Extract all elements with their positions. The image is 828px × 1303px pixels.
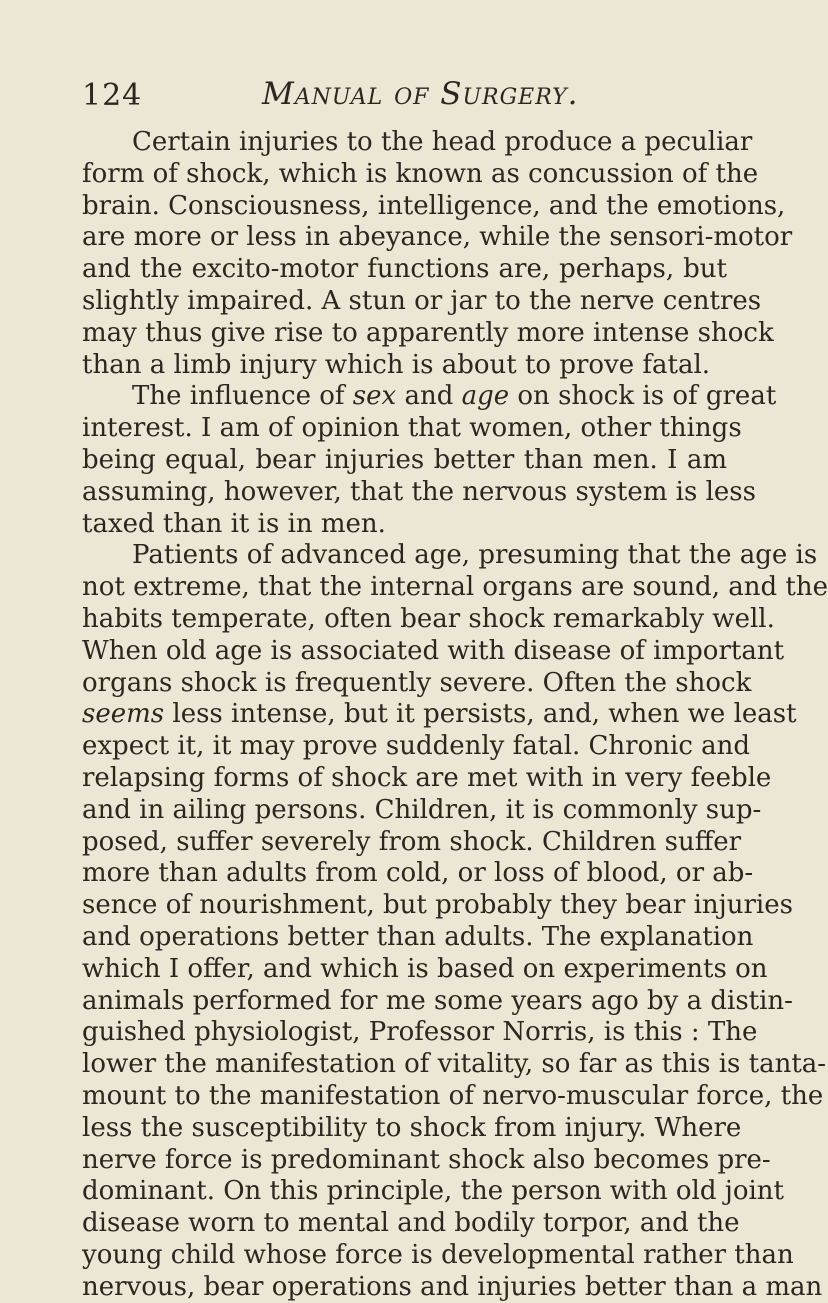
text-line: mount to the manifestation of nervo-muscular force, the xyxy=(82,1080,824,1111)
text-line: taxed than it is in men. xyxy=(82,508,386,539)
text-line: Certain injuries to the head produce a peculiar xyxy=(132,127,753,157)
page-header xyxy=(82,78,722,118)
text-line: nervous, bear operations and injuries better than a man xyxy=(82,1271,823,1302)
text-line: organs shock is frequently severe. Often the shock xyxy=(82,667,752,698)
text-line: habits temperate, often bear shock remarkably well. xyxy=(82,603,775,634)
italic-term: age xyxy=(461,381,510,412)
text-line xyxy=(82,381,777,413)
text-line: nerve force is predominant shock also becomes pre- xyxy=(82,1144,771,1175)
text-run: less intense, but it persists, and, when we least xyxy=(172,699,797,730)
text-line: When old age is associated with disease of important xyxy=(82,635,785,666)
text-line: may thus give rise to apparently more intense shock xyxy=(82,317,774,348)
text-line: relapsing forms of shock are met with in very feeble xyxy=(82,762,772,793)
page-number: 124 xyxy=(82,78,143,113)
text-line: not extreme, that the internal organs are sound, and the xyxy=(82,572,828,603)
text-line: and the excito-motor functions are, perhaps, but xyxy=(82,254,727,285)
text-line: guished physiologist, Professor Norris, is this : The xyxy=(82,1017,758,1048)
text-line: and operations better than adults. The explanation xyxy=(82,921,754,952)
text-line: being equal, bear injuries better than men. I am xyxy=(82,444,727,475)
text-line: young child whose force is developmental rather than xyxy=(82,1239,794,1270)
text-line: expect it, it may prove suddenly fatal. Chronic and xyxy=(82,731,751,762)
text-line: animals performed for me some years ago by a distin- xyxy=(82,985,793,1016)
text-line: slightly impaired. A stun or jar to the nerve centres xyxy=(82,285,762,316)
body-text xyxy=(82,127,828,1303)
text-line xyxy=(82,699,797,731)
text-line: are more or less in abeyance, while the sensori-motor xyxy=(82,222,793,253)
text-run: and xyxy=(404,381,454,412)
text-line: lower the manifestation of vitality, so far as this is tanta- xyxy=(82,1049,827,1080)
text-run: The influence of xyxy=(132,381,345,412)
running-head: Manual of Surgery. xyxy=(262,76,579,112)
text-line: more than adults from cold, or loss of blood, or ab- xyxy=(82,858,754,889)
italic-term: seems xyxy=(82,699,165,730)
text-line: and in ailing persons. Children, it is commonly sup- xyxy=(82,794,762,825)
text-line: form of shock, which is known as concussion of the xyxy=(82,158,759,189)
italic-term: sex xyxy=(352,381,397,412)
text-line: less the susceptibility to shock from injury. Where xyxy=(82,1112,742,1143)
text-line: which I offer, and which is based on experiments on xyxy=(82,953,768,984)
text-line: than a limb injury which is about to prove fatal. xyxy=(82,349,711,380)
text-line: brain. Consciousness, intelligence, and the emotions, xyxy=(82,190,786,221)
text-line: sence of nourishment, but probably they bear injuries xyxy=(82,890,793,921)
text-line: interest. I am of opinion that women, other things xyxy=(82,413,742,444)
text-run: on shock is of great xyxy=(517,381,777,412)
text-line: posed, suffer severely from shock. Children suffer xyxy=(82,826,742,857)
text-line: dominant. On this principle, the person with old joint xyxy=(82,1176,784,1207)
text-line: Patients of advanced age, presuming that the age is xyxy=(132,540,818,571)
text-line: assuming, however, that the nervous system is less xyxy=(82,476,756,507)
text-line: disease worn to mental and bodily torpor, and the xyxy=(82,1208,740,1239)
